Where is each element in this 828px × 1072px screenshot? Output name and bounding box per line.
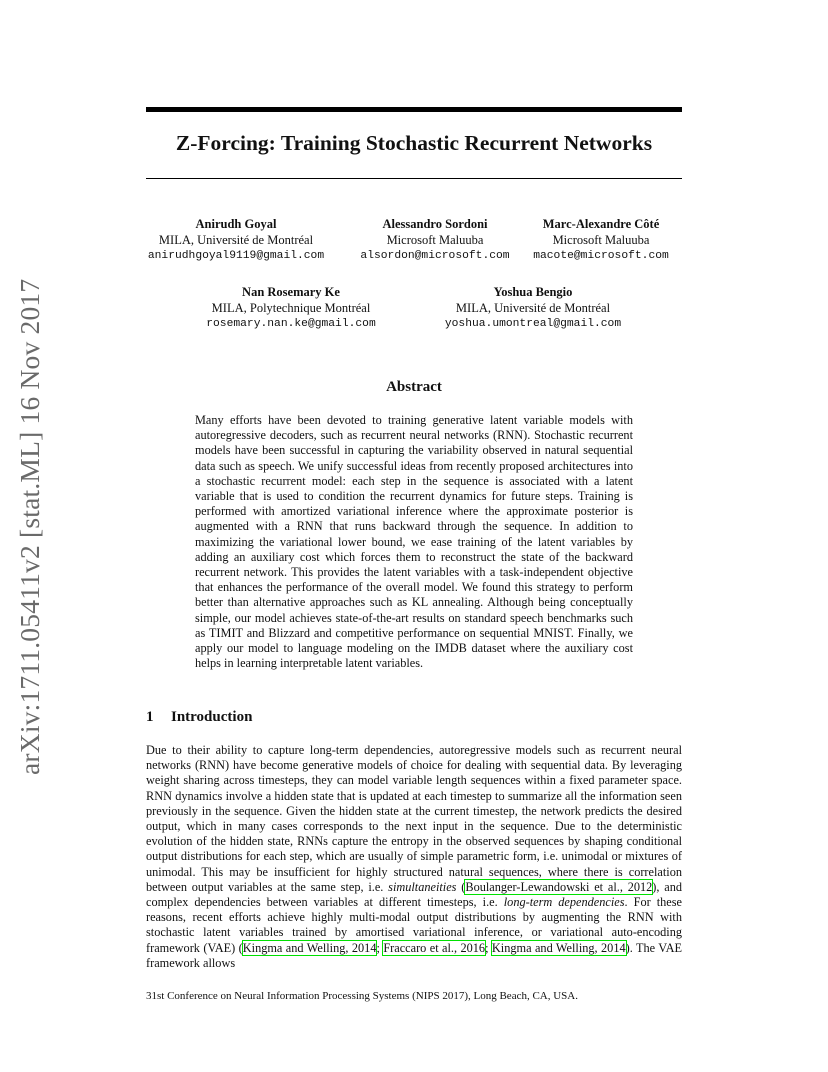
author-block	[526, 216, 676, 264]
author-name: Anirudh Goyal	[195, 217, 277, 231]
arxiv-stamp	[14, 275, 54, 775]
author-email: alsordon@microsoft.com	[360, 250, 510, 262]
citation-link[interactable]: Kingma and Welling, 2014	[242, 940, 377, 955]
abstract-heading: Abstract	[386, 379, 442, 395]
author-email: yoshua.umontreal@gmail.com	[444, 318, 622, 330]
italic-term: long-term dependencies	[503, 895, 625, 910]
section-number: 1	[146, 709, 154, 725]
author-email: anirudhgoyal9119@gmail.com	[147, 250, 325, 262]
paragraph-text: ), and complex dependencies between variables at different timesteps, i.e.	[146, 879, 683, 910]
title-top-rule	[146, 107, 682, 112]
author-affiliation: Microsoft Maluuba	[386, 233, 484, 247]
author-affiliation: MILA, Université de Montréal	[455, 301, 611, 315]
italic-term: simultaneities	[388, 879, 457, 894]
citation-link[interactable]: Kingma and Welling, 2014	[491, 940, 626, 955]
paragraph-text: . For these reasons, recent efforts achieve highly multi-modal output distributions by augmenting the RNN with stochastic latent variables trained by amortised variational inference, or variational auto-encoding framework (VAE) (	[146, 895, 683, 955]
author-block	[350, 216, 520, 264]
citation-link[interactable]: Fraccaro et al., 2016	[383, 940, 486, 955]
conference-footnote: 31st Conference on Neural Information Processing Systems (NIPS 2017), Long Beach, CA, USA.	[146, 990, 578, 1002]
section-heading-introduction	[146, 709, 252, 726]
author-affiliation: Microsoft Maluuba	[552, 233, 650, 247]
author-name: Nan Rosemary Ke	[242, 285, 340, 299]
author-name: Alessandro Sordoni	[382, 217, 488, 231]
author-email: macote@microsoft.com	[533, 250, 669, 262]
paragraph-text: ). The VAE framework allows	[146, 940, 682, 970]
author-block	[146, 216, 326, 264]
author-email: rosemary.nan.ke@gmail.com	[206, 318, 376, 330]
paragraph-text: Due to their ability to capture long-term dependencies, autoregressive models such as recurrent neural networks (RNN) have become generative models of choice for dealing with sequential data. By leveraging weight sharing across timesteps, they can model variable length sequences within a fixed parameter space. RNN dynamics involve a hidden state that is updated at each timestep to summarize all the information seen previously in the sequence. Given the hidden state at the current timestep, the network predicts the desired output, which in many cases corresponds to the next input in the sequence. Due to the deterministic evolution of the hidden state, RNNs capture the entropy in the observed sequences by shaping conditional output distributions for each step, which are usually of simple parametric form, i.e. unimodal or mixtures of unimodal. This may be insufficient for highly structured natural sequences, where there is correlation between output variables at the same step, i.e.	[146, 743, 682, 894]
title-bottom-rule	[146, 178, 682, 179]
author-block	[430, 284, 636, 332]
author-block	[196, 284, 386, 332]
paragraph-text: ;	[485, 940, 492, 955]
author-affiliation: MILA, Université de Montréal	[158, 233, 314, 247]
introduction-paragraph	[146, 743, 682, 971]
author-name: Yoshua Bengio	[493, 285, 573, 299]
paragraph-text: ;	[376, 940, 384, 955]
arxiv-stamp-text: arXiv:1711.05411v2 [stat.ML] 16 Nov 2017	[14, 278, 45, 775]
author-name: Marc-Alexandre Côté	[542, 217, 660, 231]
citation-link[interactable]: Boulanger-Lewandowski et al., 2012	[465, 879, 653, 894]
author-affiliation: MILA, Polytechnique Montréal	[211, 301, 371, 315]
paper-title: Z-Forcing: Training Stochastic Recurrent Networks	[175, 131, 653, 155]
abstract-text: Many efforts have been devoted to training generative latent variable models with autoregressive decoders, such as recurrent neural networks (RNN). Stochastic recurrent models have been successful in capturing the variability observed in natural sequential data such as speech. We unify successful ideas from recently proposed architectures into a stochastic recurrent model: each step in the sequence is associated with a latent variable that is used to condition the recurrent dynamics for future steps. Training is performed with amortized variational inference where the approximate posterior is augmented with a RNN that runs backward through the sequence. In addition to maximizing the variational lower bound, we ease training of the latent variables by adding an auxiliary cost which forces them to reconstruct the state of the backward recurrent network. This provides the latent variables with a task-independent objective that enhances the performance of the overall model. We found this strategy to perform better than alternative approaches such as KL annealing. Although being conceptually simple, our model achieves state-of-the-art results on standard speech benchmarks such as TIMIT and Blizzard and competitive performance on sequential MNIST. Finally, we apply our model to language modeling on the IMDB dataset where the auxiliary cost helps in learning interpretable latent variables.	[195, 413, 633, 671]
section-title: Introduction	[171, 709, 253, 725]
paragraph-text: (	[461, 879, 466, 894]
